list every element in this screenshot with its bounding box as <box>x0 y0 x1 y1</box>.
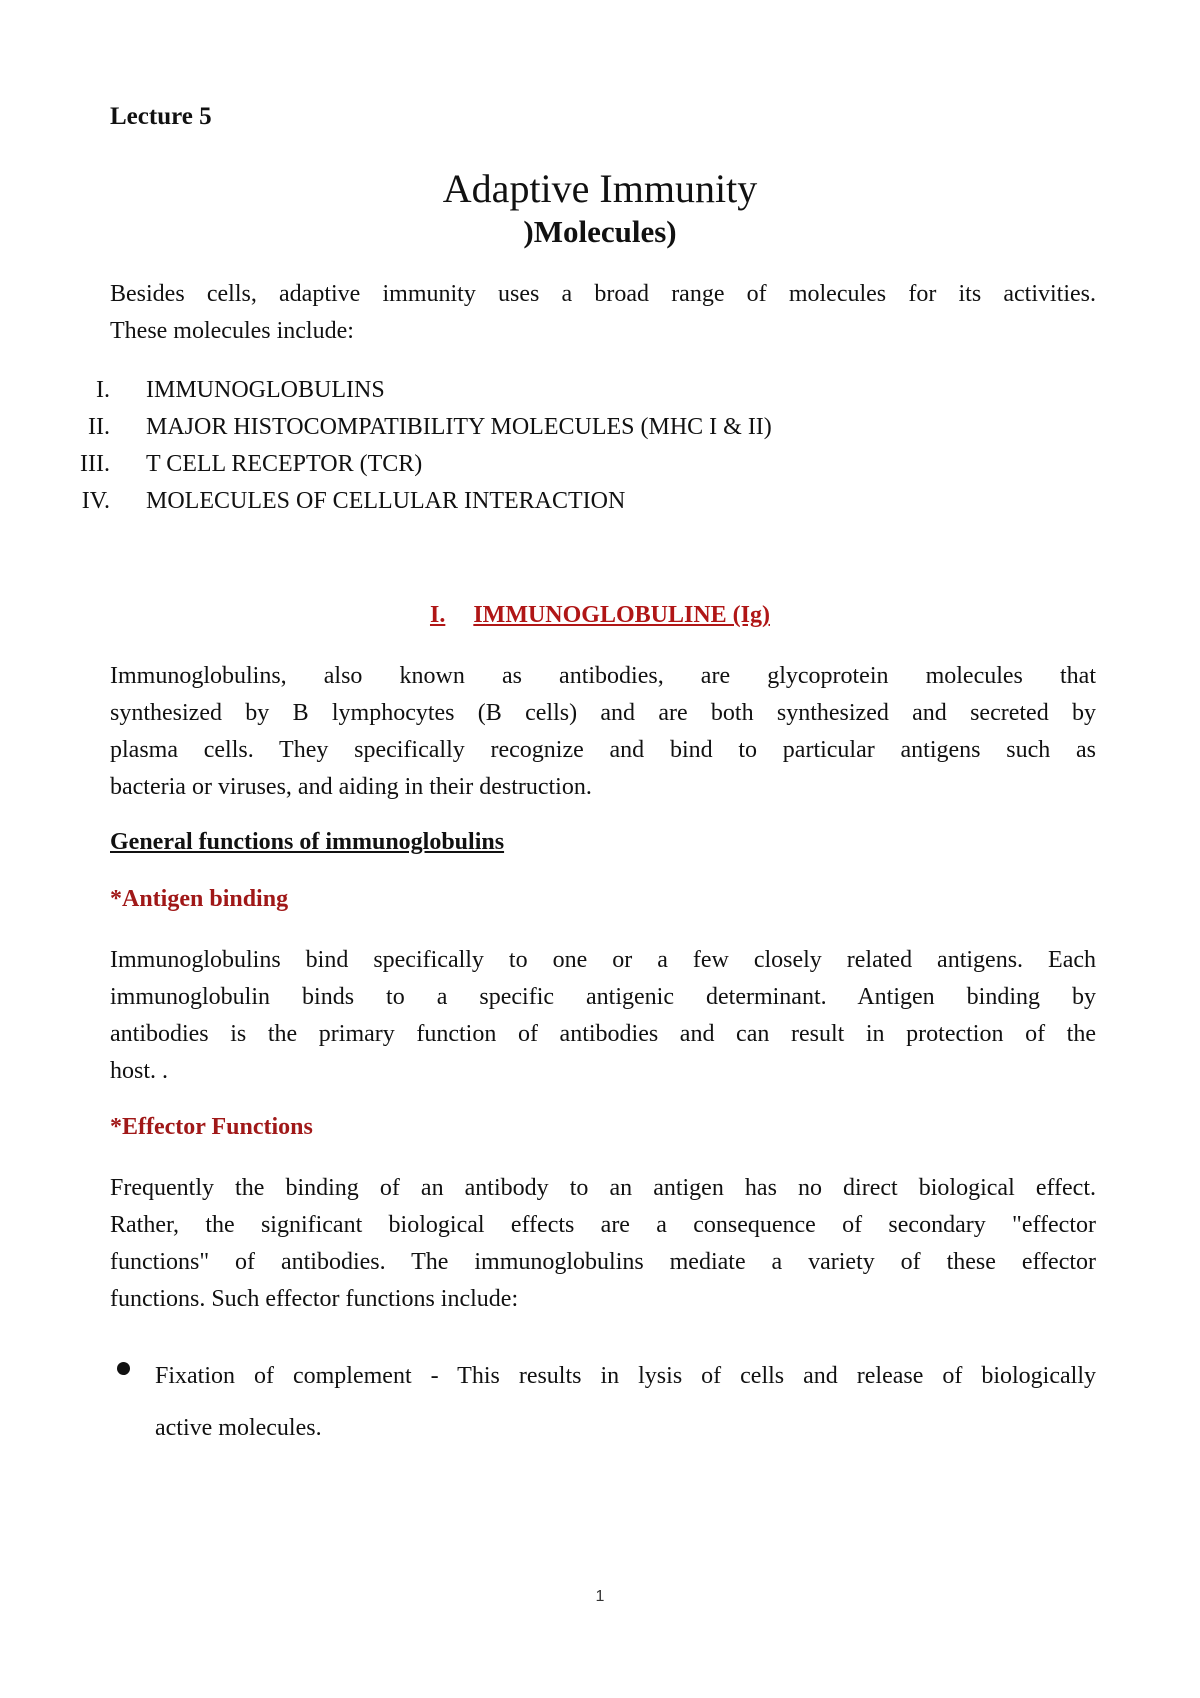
section-heading <box>0 602 1200 629</box>
paragraph-line: antibodies is the primary function of antibodies and can result in protection of the <box>110 1021 1096 1047</box>
bullet-line: active molecules. <box>155 1415 322 1441</box>
paragraph-line: Frequently the binding of an antibody to an antigen has no direct biological effect. <box>110 1175 1096 1201</box>
antigen-binding-heading: *Antigen binding <box>110 886 289 912</box>
intro-paragraph <box>110 276 1096 350</box>
list-item-text: MOLECULES OF CELLULAR INTERACTION <box>146 488 626 514</box>
effector-functions-paragraph <box>110 1170 1096 1318</box>
page-subtitle: )Molecules) <box>523 214 677 249</box>
list-item-number: IV. <box>81 488 110 514</box>
paragraph-line: functions. Such effector functions include: <box>110 1286 519 1312</box>
paragraph-line: bacteria or viruses, and aiding in their destruction. <box>110 774 592 800</box>
paragraph-line: Immunoglobulins, also known as antibodies, are glycoprotein molecules that <box>110 663 1096 689</box>
paragraph-line: plasma cells. They specifically recognize and bind to particular antigens such as <box>110 737 1096 763</box>
paragraph-line: immunoglobulin binds to a specific antigenic determinant. Antigen binding by <box>110 984 1096 1010</box>
list-item-text: MAJOR HISTOCOMPATIBILITY MOLECULES (MHC I & II) <box>146 414 772 440</box>
paragraph-line: functions" of antibodies. The immunoglobulins mediate a variety of these effector <box>110 1249 1096 1275</box>
paragraph-line: synthesized by B lymphocytes (B cells) and are both synthesized and secreted by <box>110 700 1096 726</box>
section-number: I. <box>429 602 446 628</box>
section-title: IMMUNOGLOBULINE (Ig) <box>473 602 770 628</box>
list-item-number: I. <box>96 377 110 403</box>
list-item-number: II. <box>88 414 110 440</box>
intro-line: Besides cells, adaptive immunity uses a broad range of molecules for its activities. <box>110 281 1096 307</box>
bullet-list-item <box>155 1350 1096 1454</box>
intro-line: These molecules include: <box>110 318 354 344</box>
list-item-text: T CELL RECEPTOR (TCR) <box>146 451 423 477</box>
page-title: Adaptive Immunity <box>442 166 758 211</box>
bullet-icon <box>117 1362 130 1375</box>
paragraph-line: host. . <box>110 1058 169 1084</box>
paragraph-line: Immunoglobulins bind specifically to one or a few closely related antigens. Each <box>110 947 1096 973</box>
paragraph-line: Rather, the significant biological effects are a consequence of secondary "effector <box>110 1212 1096 1238</box>
page-number: 1 <box>595 1588 605 1605</box>
functions-heading: General functions of immunoglobulins <box>110 829 505 855</box>
bullet-line: Fixation of complement - This results in lysis of cells and release of biologically <box>155 1363 1096 1389</box>
list-item-text: IMMUNOGLOBULINS <box>146 377 385 403</box>
lecture-label: Lecture 5 <box>110 103 212 130</box>
list-item-number: III. <box>80 451 110 477</box>
antigen-binding-paragraph <box>110 942 1096 1090</box>
effector-functions-heading: *Effector Functions <box>110 1114 313 1140</box>
ig-definition-paragraph <box>110 658 1096 806</box>
